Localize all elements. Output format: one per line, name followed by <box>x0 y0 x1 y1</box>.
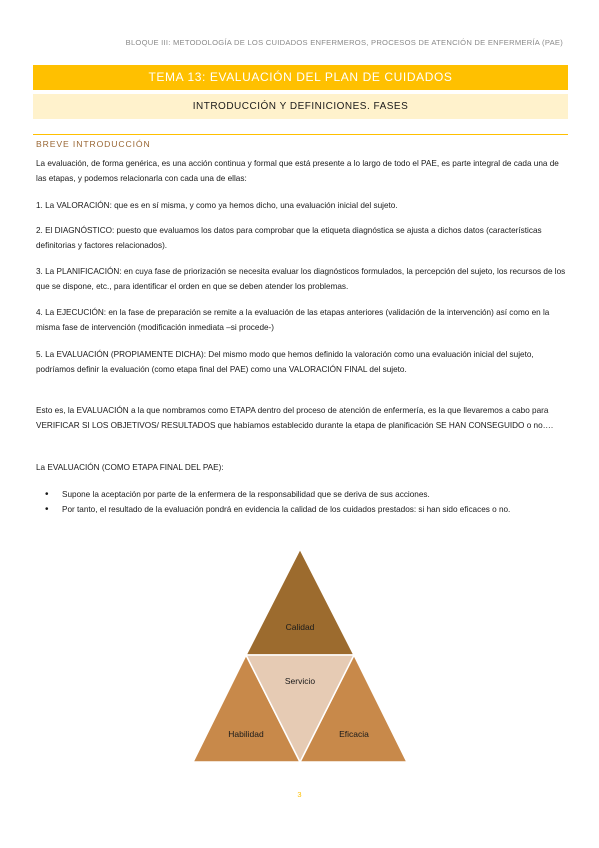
paragraph-valoracion: 1. La VALORACIÓN: que es en sí misma, y como ya hemos dicho, una evaluación inicial del sujeto. <box>36 201 398 210</box>
section-heading: BREVE INTRODUCCIÓN <box>36 139 151 149</box>
paragraph-diagnostico: 2. El DIAGNÓSTICO: puesto que evaluamos los datos para comprobar que la etiqueta diagnóstica se ajusta a dichos datos (características definitorias y factores relacionados). <box>36 226 542 250</box>
bullet-icon: • <box>45 503 49 515</box>
bullet-text: Por tanto, el resultado de la evaluación pondrá en evidencia la calidad de los cuidados prestados: si han sido eficaces o no. <box>62 504 511 514</box>
page-number: 3 <box>297 790 302 799</box>
pyramid-label-top: Calidad <box>285 622 315 632</box>
chapter-title: TEMA 13: EVALUACIÓN DEL PLAN DE CUIDADOS <box>33 65 568 90</box>
pyramid-top-triangle <box>246 549 354 655</box>
running-header: BLOQUE III: METODOLOGÍA DE LOS CUIDADOS ENFERMEROS, PROCESOS DE ATENCIÓN DE ENFERMERÍA (PAE) <box>125 38 563 47</box>
paragraph-ejecucion: 4. La EJECUCIÓN: en la fase de preparación se remite a la evaluación de las etapas anteriores (validación de la intervención) así como en la misma fase de intervención (modificación inmediata –si procede-) <box>36 308 550 332</box>
bullet-text: Supone la aceptación por parte de la enfermera de la responsabilidad que se deriva de sus acciones. <box>62 490 430 499</box>
bullet-icon: • <box>45 489 49 500</box>
intro-paragraph: La evaluación, de forma genérica, es una acción continua y formal que está presente a lo largo de todo el PAE, es parte integral de cada una de las etapas, y podemos relacionarla con cada una de ellas: <box>36 159 559 183</box>
chapter-subtitle: INTRODUCCIÓN Y DEFINICIONES. FASES <box>33 94 568 119</box>
pyramid-label-bottom-left: Habilidad <box>228 729 264 739</box>
paragraph-evaluacion: 5. La EVALUACIÓN (PROPIAMENTE DICHA): Del mismo modo que hemos definido la valoración como una evaluación inicial del sujeto, podríamos definir la evaluación (como etapa final del PAE) como una VALORACIÓN FINAL del sujeto. <box>36 350 534 374</box>
paragraph-planificacion: 3. La PLANIFICACIÓN: en cuya fase de priorización se necesita evaluar los diagnósticos formulados, la percepción del sujeto, los recursos de los que se dispone, etc., para identificar el orden en que se deben atender los problemas. <box>36 267 566 291</box>
paragraph-final-stage-label: La EVALUACIÓN (COMO ETAPA FINAL DEL PAE): <box>36 463 224 472</box>
pyramid-label-center: Servicio <box>284 676 316 686</box>
pyramid-label-bottom-right: Eficacia <box>339 729 369 739</box>
paragraph-summary: Esto es, la EVALUACIÓN a la que nombramos como ETAPA dentro del proceso de atención de enfermería, es la que llevaremos a cabo para VERIFICAR SI LOS OBJETIVOS/ RESULTADOS que habíamos establecido durante la etapa de planificación SE HAN CONSEGUIDO o no…. <box>36 406 554 430</box>
